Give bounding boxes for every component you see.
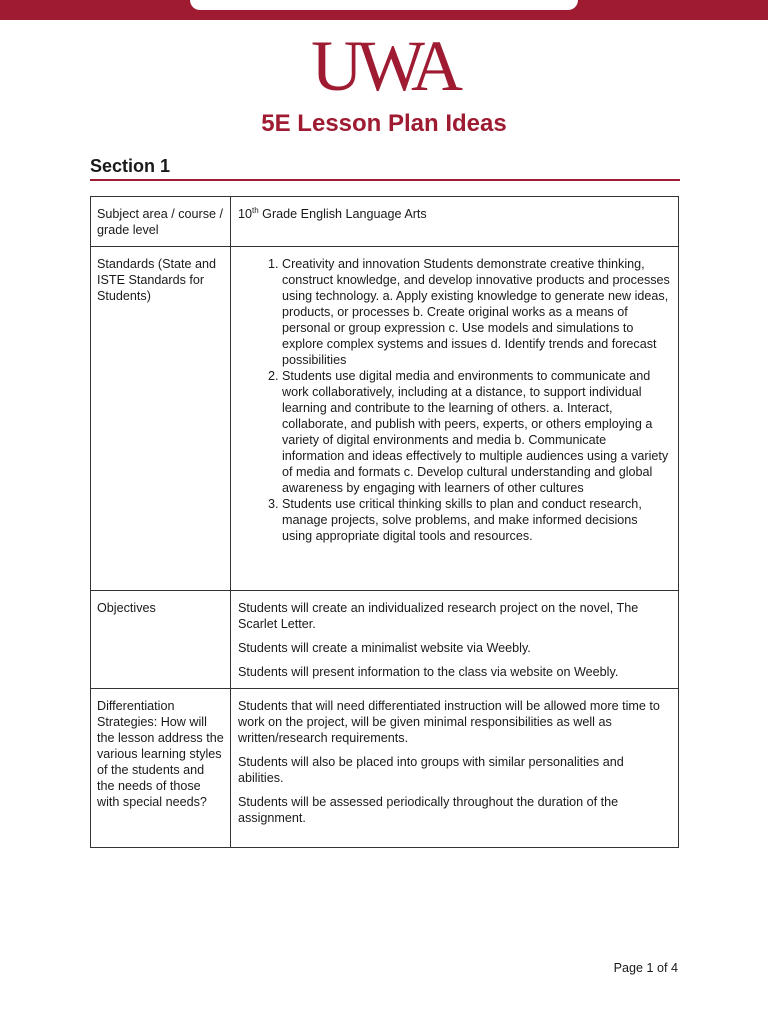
subject-label: Subject area / course / grade level <box>91 197 231 247</box>
standards-list <box>238 256 670 544</box>
table-row-subject <box>91 197 679 247</box>
objective-item: Students will create a minimalist website via Weebly. <box>238 641 531 655</box>
page-title: 5E Lesson Plan Ideas <box>261 110 507 137</box>
page-number: Page 1 of 4 <box>613 961 678 975</box>
subject-value <box>231 197 679 247</box>
table-row-objectives <box>91 591 679 689</box>
differentiation-item: Students that will need differentiated instruction will be allowed more time to work on the project, will be given minimal responsibilities as well as written/research requirements. <box>238 699 660 745</box>
standards-label: Standards (State and ISTE Standards for Students) <box>91 247 231 591</box>
objectives-label: Objectives <box>91 591 231 689</box>
lesson-plan-table <box>90 196 679 848</box>
differentiation-item: Students will also be placed into groups with similar personalities and abilities. <box>238 755 624 785</box>
table-row-differentiation <box>91 689 679 848</box>
standards-item: 2. Students use digital media and environments to communicate and work collaboratively, including at a distance, to support individual learning and contribute to the learning of others. a. Interact, collaborate, and publish with peers, experts, or others employing a variety of digital environments and media b. Communicate information and ideas effectively to multiple audiences using a variety of media and formats c. Develop cultural understanding and global awareness by engaging with learners of other cultures <box>282 368 670 496</box>
top-banner-notch <box>190 0 578 10</box>
standards-item: 3. Students use critical thinking skills to plan and conduct research, manage projects, solve problems, and make informed decisions using appropriate digital tools and resources. <box>282 496 670 544</box>
section-heading: Section 1 <box>90 156 171 176</box>
differentiation-item: Students will be assessed periodically throughout the duration of the assignment. <box>238 795 619 825</box>
objective-item: Students will create an individualized research project on the novel, The Scarlet Letter. <box>238 601 639 631</box>
grade-number: 10 <box>238 207 253 221</box>
differentiation-label: Differentiation Strategies: How will the lesson address the various learning styles of the students and the needs of those with special needs? <box>91 689 231 848</box>
grade-description: Grade English Language Arts <box>258 207 427 221</box>
objectives-value <box>231 591 679 689</box>
top-banner <box>0 0 768 20</box>
objective-item: Students will present information to the class via website on Weebly. <box>238 665 619 679</box>
table-row-standards <box>91 247 679 591</box>
grade-suffix: th <box>252 205 259 215</box>
standards-item: 1. Creativity and innovation Students demonstrate creative thinking, construct knowledge, and develop innovative products and processes using technology. a. Apply existing knowledge to generate new ideas, products, or processes b. Create original works as a means of personal or group expression c. Use models and simulations to explore complex systems and issues d. Identify trends and forecast possibilities <box>282 256 670 368</box>
differentiation-value <box>231 689 679 848</box>
section-divider <box>90 179 680 181</box>
standards-value <box>231 247 679 591</box>
uwa-logo: UWA <box>311 26 457 106</box>
